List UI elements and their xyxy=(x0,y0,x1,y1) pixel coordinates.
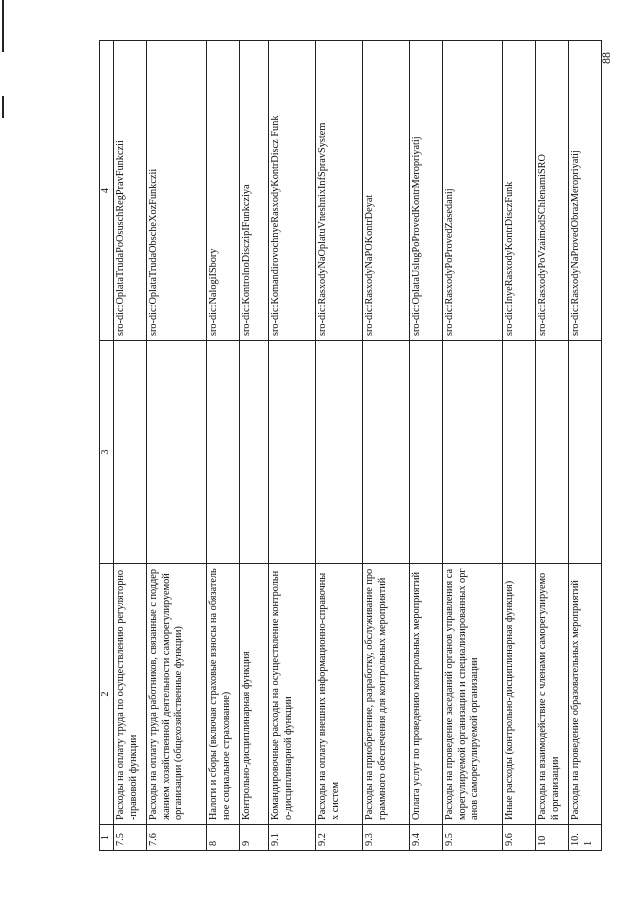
row-number: 7.6 xyxy=(146,825,206,851)
row-code: sro-dic:KontrolnoDisczipIFunkcziya xyxy=(239,41,268,341)
row-description: Контрольно-дисциплинарная функция xyxy=(239,564,268,825)
row-number: 9.5 xyxy=(442,825,502,851)
table-row xyxy=(268,41,315,851)
table-row xyxy=(362,41,409,851)
row-description: Расходы на оплату труда работников, связанные с поддержанием хозяйственной деятельности саморегулируемой организации (общехозяйственные функции) xyxy=(146,564,206,825)
row-description: Расходы на взаимодействие с членами саморегулируемой организации xyxy=(535,564,568,825)
row-code: sro-dic:RasxodyNaProvedObrazMeropriyatij xyxy=(568,41,601,341)
row-col3 xyxy=(315,341,362,564)
scan-margin-mark xyxy=(2,96,4,118)
row-description: Оплата услуг по проведению контрольных мероприятий xyxy=(409,564,442,825)
column-header: 3 xyxy=(100,341,114,564)
row-number: 10.1 xyxy=(568,825,601,851)
column-header: 2 xyxy=(100,564,114,825)
row-number: 9.3 xyxy=(362,825,409,851)
column-header: 1 xyxy=(100,825,114,851)
row-code: sro-dic:OplataTrudaObscheXozFunkczii xyxy=(146,41,206,341)
table-row xyxy=(502,41,535,851)
row-code: sro-dic:RasxodyNaPOKontrDeyat xyxy=(362,41,409,341)
row-number: 9.1 xyxy=(268,825,315,851)
row-code: sro-dic:NalogiISbory xyxy=(206,41,239,341)
row-col3 xyxy=(362,341,409,564)
scan-margin-mark xyxy=(2,0,4,52)
row-col3 xyxy=(442,341,502,564)
table-row xyxy=(442,41,502,851)
row-col3 xyxy=(568,341,601,564)
column-header: 4 xyxy=(100,41,114,341)
row-col3 xyxy=(206,341,239,564)
row-description: Иные расходы (контрольно-дисциплинарная функция) xyxy=(502,564,535,825)
table-row xyxy=(146,41,206,851)
row-col3 xyxy=(268,341,315,564)
row-number: 9.2 xyxy=(315,825,362,851)
rotated-table-sheet xyxy=(99,41,624,851)
table-row xyxy=(206,41,239,851)
row-description: Расходы на приобретение, разработку, обслуживание программного обеспечения для контрольных мероприятий xyxy=(362,564,409,825)
table-row xyxy=(568,41,601,851)
row-description: Налоги и сборы (включая страховые взносы на обязательное социальное страхование) xyxy=(206,564,239,825)
row-col3 xyxy=(146,341,206,564)
row-number: 7.5 xyxy=(113,825,146,851)
row-col3 xyxy=(502,341,535,564)
page-number: 88 xyxy=(599,52,613,64)
row-code: sro-dic:RasxodyPoProvedZasedanij xyxy=(442,41,502,341)
row-description: Расходы на проведение заседаний органов управления саморегулируемой организации и специализированных органов саморегулируемой организации xyxy=(442,564,502,825)
table-row xyxy=(409,41,442,851)
row-code: sro-dic:InyeRasxodyKontrDisczFunk xyxy=(502,41,535,341)
expense-codes-table xyxy=(99,40,602,851)
row-col3 xyxy=(239,341,268,564)
table-row xyxy=(315,41,362,851)
row-col3 xyxy=(409,341,442,564)
row-description: Расходы на оплату труда по осуществлению регуляторно-правовой функции xyxy=(113,564,146,825)
row-code: sro-dic:KomandirovochnyeRasxodyKontrDiscz Funk xyxy=(268,41,315,341)
row-col3 xyxy=(535,341,568,564)
row-code: sro-dic:OplataTrudaPoOsuschRegPravFunkczii xyxy=(113,41,146,341)
row-description: Расходы на проведение образовательных мероприятий xyxy=(568,564,601,825)
row-col3 xyxy=(113,341,146,564)
table-row xyxy=(239,41,268,851)
row-description: Расходы на оплату внешних информационно-справочных систем xyxy=(315,564,362,825)
row-code: sro-dic:RasxodyPoVzaimodSChlenamiSRO xyxy=(535,41,568,341)
row-code: sro-dic:RasxodyNaOplatuVneshnixInfSpravSystem xyxy=(315,41,362,341)
row-description: Командировочные расходы на осуществление контрольно-дисциплинарной функции xyxy=(268,564,315,825)
row-number: 9 xyxy=(239,825,268,851)
row-number: 9.6 xyxy=(502,825,535,851)
table-row xyxy=(535,41,568,851)
row-number: 10 xyxy=(535,825,568,851)
row-number: 9.4 xyxy=(409,825,442,851)
table-header-row xyxy=(100,41,114,851)
row-code: sro-dic:OplataUslugPoProvedKontrMeropriyatij xyxy=(409,41,442,341)
row-number: 8 xyxy=(206,825,239,851)
table-row xyxy=(113,41,146,851)
